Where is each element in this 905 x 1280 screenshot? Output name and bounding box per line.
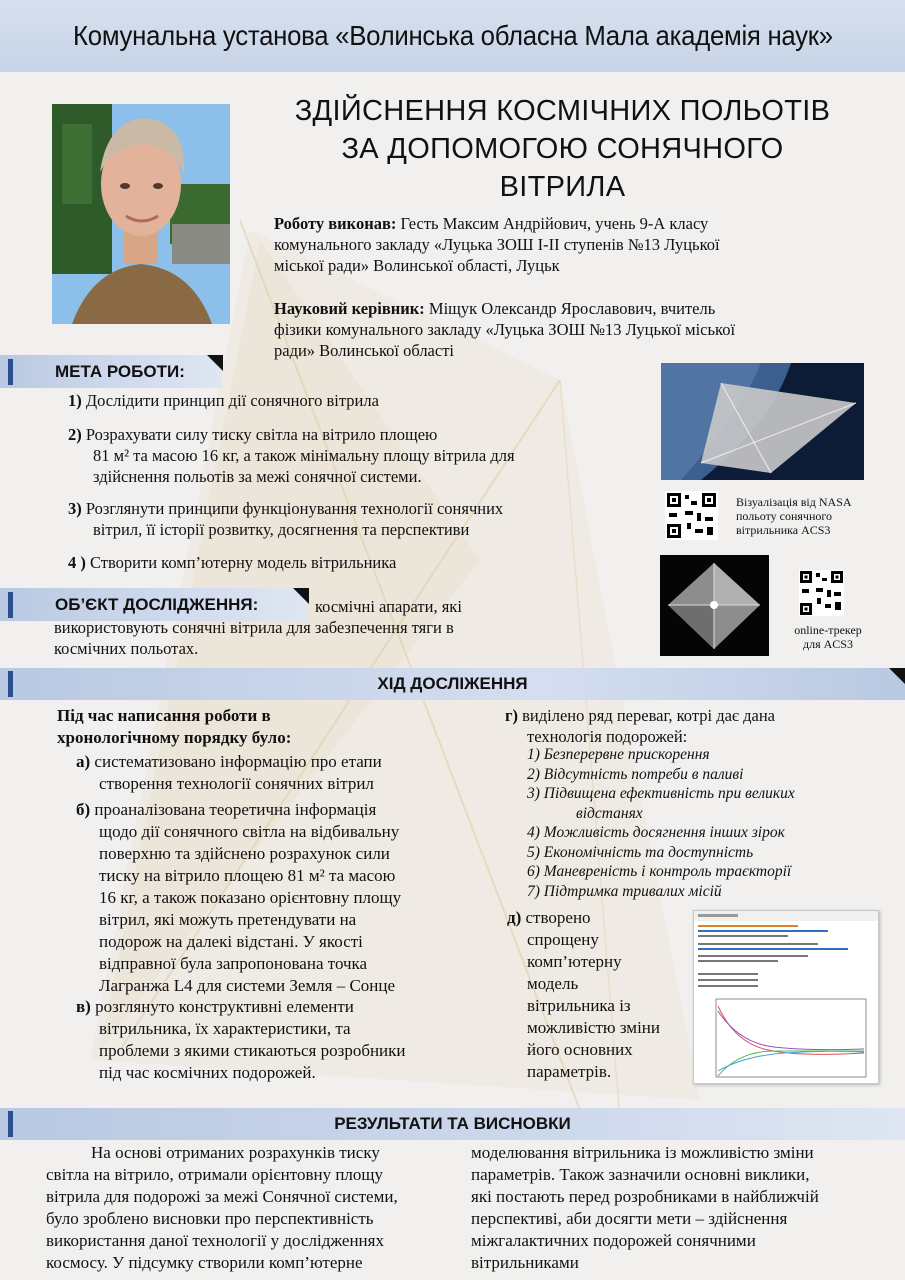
nasa-caption: Візуалізація від NASA польоту сонячного вітрильника ACS3 bbox=[736, 495, 852, 537]
corner-mark bbox=[293, 588, 309, 604]
author-line-2: комунального закладу «Луцька ЗОШ І-ІІ ступенів №13 Луцької bbox=[274, 235, 720, 254]
advantage-item: 4) Можливість досягнення інших зірок bbox=[527, 824, 785, 841]
supervisor-block bbox=[274, 298, 874, 361]
progress-heading: ХІД ДОСЛІЖЕННЯ bbox=[377, 674, 528, 693]
solar-sail-image bbox=[660, 555, 769, 656]
results-heading: РЕЗУЛЬТАТИ ТА ВИСНОВКИ bbox=[334, 1114, 571, 1133]
goals-heading-bar bbox=[0, 355, 222, 388]
tracker-caption: online-трекер для ACS3 bbox=[794, 623, 862, 651]
goal-item-3: 3) Розглянути принципи функціонування технології сонячних вітрил, її історії розвитку, досягнення та перспективи bbox=[68, 499, 504, 539]
nasa-visualization-image bbox=[661, 363, 864, 480]
advantage-item: 6) Маневреність і контроль траєкторії bbox=[527, 863, 792, 880]
goal-item-4: 4 ) Створити комп’ютерну модель вітрильника bbox=[68, 553, 397, 572]
tracker-qr-code[interactable] bbox=[799, 570, 844, 616]
progress-item-c: в) розглянуто конструктивні елементи вітрильника, їх характеристики, та проблеми з якими стикаються розробники під час космічних подорожей. bbox=[76, 997, 406, 1082]
supervisor-line-3: ради» Волинської області bbox=[274, 341, 455, 360]
author-label: Роботу виконав: bbox=[274, 214, 397, 233]
object-line-1: космічні апарати, які bbox=[315, 597, 462, 616]
progress-item-d: г) виділено ряд переваг, котрі дає дана технологія подорожей: bbox=[505, 706, 776, 746]
header-band bbox=[0, 0, 905, 72]
goals-heading: МЕТА РОБОТИ: bbox=[55, 361, 185, 381]
object-heading: ОБ’ЄКТ ДОСЛІДЖЕННЯ: bbox=[55, 594, 259, 614]
title-line-1: ЗДІЙСНЕННЯ КОСМІЧНИХ ПОЛЬОТІВ bbox=[294, 95, 831, 127]
corner-mark bbox=[889, 668, 905, 684]
advantage-item: відстанях bbox=[576, 804, 643, 822]
progress-item-b: б) проаналізована теоретична інформація щодо дії сонячного світла на відбивальну поверхню та здійснено розрахунок сили тиску на вітрило площею 81 м² та масою 16 кг, а також показано орієнтовну площу вітрил, які можуть претендувати на подорож на далекі відстані. У якості відправної була запропонована точка Лагранжа L4 для системи Земля – Сонце bbox=[76, 800, 402, 995]
results-heading-band bbox=[0, 1108, 905, 1140]
goal-item-2: 2) Розрахувати силу тиску світла на вітрило площею 81 м² та масою 16 кг, а також мінімальну площу вітрила для здійснення польотів за межі сонячної системи. bbox=[68, 425, 515, 486]
author-line-3: міської ради» Волинської області, Луцьк bbox=[274, 256, 560, 275]
advantage-item: 3) Підвищена ефективність при великих bbox=[527, 785, 795, 802]
accent-bar bbox=[8, 1111, 13, 1137]
title-line-3: ВІТРИЛА bbox=[499, 171, 626, 203]
title-line-2: ЗА ДОПОМОГОЮ СОНЯЧНОГО bbox=[341, 133, 784, 165]
author-block bbox=[274, 213, 874, 276]
object-line-2: використовують сонячні вітрила для забезпечення тяги в bbox=[54, 618, 454, 637]
supervisor-label: Науковий керівник: bbox=[274, 299, 425, 318]
accent-bar bbox=[8, 671, 13, 697]
progress-heading-band bbox=[0, 668, 905, 700]
object-line-3: космічних польотах. bbox=[54, 639, 199, 658]
supervisor-line-2: фізики комунального закладу «Луцька ЗОШ №13 Луцької міської bbox=[274, 320, 736, 339]
institution-name: Комунальна установа «Волинська обласна Мала академія наук» bbox=[72, 20, 833, 51]
goal-item-1: 1) Дослідити принцип дії сонячного вітрила bbox=[68, 391, 379, 410]
advantage-item: 5) Економічність та доступність bbox=[527, 843, 754, 861]
nasa-qr-code[interactable] bbox=[665, 491, 718, 540]
results-right-text: моделювання вітрильника із можливістю зміни параметрів. Також зазначили основні виклики, які постають перед розробниками в найближчій перспективі, аби досягти мети – здійснення міжгалактичних подорожей сонячними вітрильниками bbox=[471, 1143, 819, 1272]
progress-item-e: д) створено спрощену комп’ютерну модель вітрильника із можливістю зміни його основних параметрів. bbox=[507, 908, 660, 1081]
author-photo bbox=[52, 104, 230, 324]
advantage-item: 2) Відсутність потреби в паливі bbox=[527, 765, 744, 783]
advantage-item: 7) Підтримка тривалих місій bbox=[527, 882, 722, 900]
page-title bbox=[270, 92, 855, 206]
progress-item-a: а) систематизовано інформацію про етапи створення технології сонячних вітрил bbox=[76, 752, 382, 793]
author-line-1: Гесть Максим Андрійович, учень 9-А класу bbox=[396, 214, 709, 233]
corner-mark bbox=[207, 355, 223, 371]
advantages-list bbox=[527, 745, 887, 901]
results-left-text: На основі отриманих розрахунків тиску світла на вітрило, отримали орієнтовну площу вітрила для подорожі за межі Сонячної системи, було зроблено висновки про перспективність використання даної технології у дослідженнях космосу. У підсумку створили комп’ютерне bbox=[46, 1143, 398, 1272]
advantage-item: 1) Безперервне прискорення bbox=[527, 746, 710, 763]
supervisor-line-1: Міщук Олександр Ярославович, вчитель bbox=[424, 299, 716, 318]
progress-intro: Під час написання роботи в хронологічному порядку було: bbox=[57, 706, 292, 747]
model-screenshot bbox=[693, 910, 879, 1084]
